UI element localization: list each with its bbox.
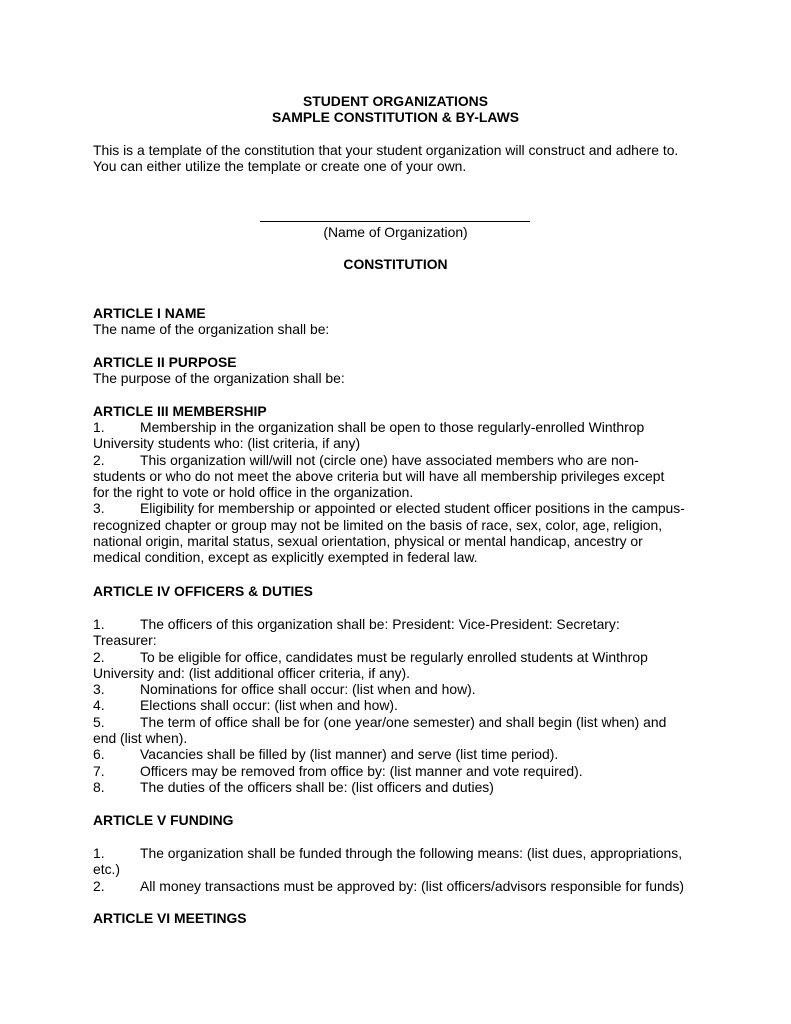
article-2-text: The purpose of the organization shall be: [93, 370, 345, 386]
item-continuation: University students who: (list criteria, if any) [93, 435, 361, 452]
item-text: This organization will/will not (circle one) have associated members who are non- [140, 451, 639, 468]
document-title-line-1: STUDENT ORGANIZATIONS [303, 93, 488, 109]
item-text: Membership in the organization shall be open to those regularly-enrolled Winthrop [140, 419, 645, 435]
item-text: To be eligible for office, candidates must be regularly enrolled students at Winthrop [140, 648, 648, 665]
list-item [93, 878, 713, 894]
list-item [93, 746, 713, 762]
article-2-heading: ARTICLE II PURPOSE [93, 354, 237, 370]
item-text: All money transactions must be approved by: (list officers/advisors responsible for funds) [140, 877, 685, 894]
item-continuation: students or who do not meet the above criteria but will have all membership privileges except [93, 467, 665, 484]
item-number: 1. [93, 419, 105, 435]
item-continuation: etc.) [93, 861, 121, 878]
item-continuation: end (list when). [93, 730, 188, 747]
item-continuation: national origin, marital status, sexual orientation, physical or mental handicap, ancestry or [93, 533, 643, 550]
item-continuation: Treasurer: [93, 632, 157, 649]
item-continuation: medical condition, except as explicitly exempted in federal law. [93, 549, 478, 566]
intro-line-1: This is a template of the constitution that your student organization will construct and adhere to. [93, 142, 679, 158]
list-item [93, 763, 713, 779]
article-4-heading: ARTICLE IV OFFICERS & DUTIES [93, 583, 313, 599]
intro-line-2: You can either utilize the template or create one of your own. [93, 158, 467, 174]
item-number: 2. [93, 648, 105, 665]
item-text: The term of office shall be for (one year/one semester) and shall begin (list when) and [140, 713, 667, 730]
document-title-line-2: SAMPLE CONSTITUTION & BY-LAWS [272, 109, 519, 125]
item-text: The duties of the officers shall be: (list officers and duties) [140, 778, 494, 795]
article-5-list [93, 845, 713, 894]
item-number: 6. [93, 746, 105, 763]
article-1-heading: ARTICLE I NAME [93, 305, 206, 321]
organization-name-caption: (Name of Organization) [323, 224, 468, 240]
list-item [93, 714, 713, 730]
list-item [93, 500, 713, 516]
article-6-heading: ARTICLE VI MEETINGS [93, 910, 247, 926]
list-item [93, 616, 713, 632]
item-number: 1. [93, 616, 105, 632]
list-item [93, 681, 713, 697]
article-1-text: The name of the organization shall be: [93, 321, 330, 337]
list-item [93, 452, 713, 468]
item-number: 2. [93, 451, 105, 468]
item-text: Nominations for office shall occur: (list when and how). [140, 681, 476, 698]
item-text: Officers may be removed from office by: (list manner and vote required). [140, 762, 583, 779]
item-number: 3. [93, 500, 105, 517]
article-3-list [93, 419, 713, 566]
list-item [93, 419, 713, 435]
item-number: 3. [93, 681, 105, 698]
item-continuation: University and: (list additional officer criteria, if any). [93, 664, 411, 681]
item-text: Elections shall occur: (list when and how). [140, 697, 398, 714]
article-5-heading: ARTICLE V FUNDING [93, 812, 234, 828]
list-item [93, 649, 713, 665]
list-item [93, 697, 713, 713]
list-item [93, 779, 713, 795]
item-number: 5. [93, 713, 105, 730]
item-text: The organization shall be funded through the following means: (list dues, appropriations, [140, 845, 683, 861]
item-number: 4. [93, 697, 105, 714]
article-4-list [93, 616, 713, 795]
item-continuation: for the right to vote or hold office in the organization. [93, 484, 414, 501]
item-number: 7. [93, 762, 105, 779]
item-number: 1. [93, 845, 105, 861]
article-3-heading: ARTICLE III MEMBERSHIP [93, 403, 267, 419]
item-text: The officers of this organization shall be: President: Vice-President: Secretary: [140, 616, 620, 632]
organization-name-blank-line [260, 221, 530, 222]
item-text: Eligibility for membership or appointed or elected student officer positions in the campus- [140, 500, 685, 517]
constitution-heading: CONSTITUTION [343, 256, 448, 272]
list-item [93, 845, 713, 861]
item-text: Vacancies shall be filled by (list manner) and serve (list time period). [140, 746, 559, 763]
item-continuation: recognized chapter or group may not be limited on the basis of race, sex, color, age, religion, [93, 516, 663, 533]
item-number: 8. [93, 778, 105, 795]
item-number: 2. [93, 877, 105, 894]
